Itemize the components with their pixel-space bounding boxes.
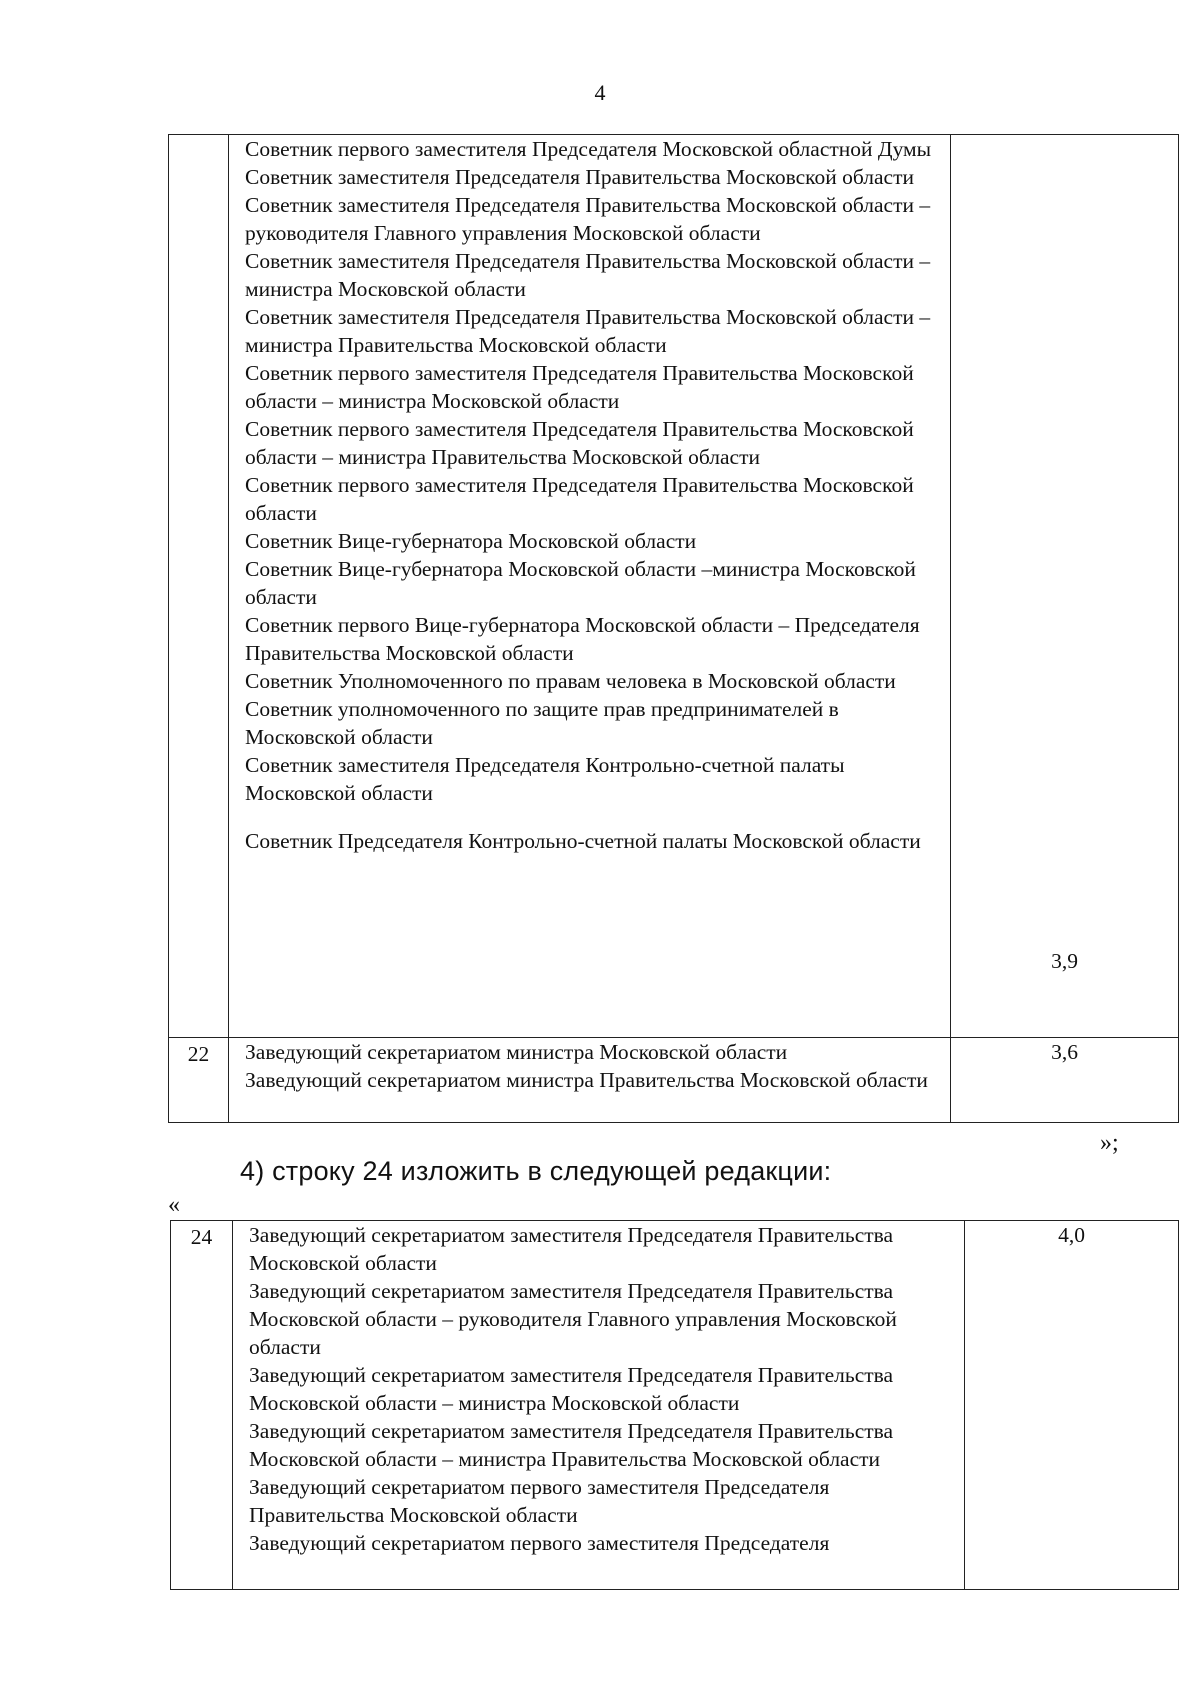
list-item: Советник Вице-губернатора Московской области [245,529,697,553]
positions-table-row-24 [170,1220,1179,1590]
positions-table-continued [168,134,1179,1123]
list-item: Советник заместителя Председателя Правительства Московской области – руководителя Главного управления Московской области [245,193,931,245]
list-item: Советник Вице-губернатора Московской области –министра Московской области [245,557,916,609]
list-item: Заведующий секретариатом заместителя Председателя Правительства Московской области – министра Московской области [249,1363,894,1415]
list-item: Заведующий секретариатом заместителя Председателя Правительства Московской области – министра Правительства Московской области [249,1419,894,1471]
list-item: Советник уполномоченного по защите прав предпринимателей в Московской области [245,697,839,749]
list-item: Советник заместителя Председателя Правительства Московской области [245,165,914,189]
table-row [169,135,1179,1038]
list-item: Советник Уполномоченного по правам человека в Московской области [245,669,896,693]
coefficient-cell: 3,6 [951,1038,1179,1123]
table-row [171,1221,1179,1590]
list-item: Советник заместителя Председателя Правительства Московской области – министра Московской области [245,249,931,301]
amendment-instruction: 4) строку 24 изложить в следующей редакции: [240,1156,832,1186]
list-item: Советник первого заместителя Председателя Правительства Московской области [245,473,914,525]
list-item: Заведующий секретариатом министра Московской области [245,1040,788,1064]
row-number-cell: 22 [169,1038,229,1123]
list-item: Советник первого заместителя Председателя Правительства Московской области – министра Правительства Московской области [245,417,914,469]
row-number-cell [169,135,229,1038]
position-list-cell [229,135,951,1038]
list-item: Советник первого заместителя Председателя Правительства Московской области – министра Московской области [245,361,914,413]
coefficient-cell: 4,0 [965,1221,1179,1590]
list-item: Заведующий секретариатом заместителя Председателя Правительства Московской области [249,1223,894,1275]
list-item: Заведующий секретариатом министра Правительства Московской области [245,1068,928,1092]
list-item: Советник первого заместителя Председателя Московской областной Думы [245,137,932,161]
opening-quote: « [168,1192,180,1218]
coefficient-value: 3,9 [1051,949,1078,973]
page-number: 4 [594,80,606,105]
position-list-cell [229,1038,951,1123]
list-item: Заведующий секретариатом первого заместителя Председателя Правительства Московской области [249,1475,830,1527]
list-item: Заведующий секретариатом заместителя Председателя Правительства Московской области – руководителя Главного управления Московской области [249,1279,897,1359]
list-item: Советник заместителя Председателя Правительства Московской области – министра Правительства Московской области [245,305,931,357]
list-item: Советник первого Вице-губернатора Московской области – Председателя Правительства Московской области [245,613,920,665]
row-number-cell: 24 [171,1221,233,1590]
list-item: Советник Председателя Контрольно-счетной палаты Московской области [245,829,921,853]
list-item: Советник заместителя Председателя Контрольно-счетной палаты Московской области [245,753,845,805]
table-row [169,1038,1179,1123]
closing-quote: »; [1100,1130,1119,1156]
position-list-cell [233,1221,965,1590]
coefficient-cell [951,135,1179,1038]
list-item: Заведующий секретариатом первого заместителя Председателя [249,1531,830,1555]
